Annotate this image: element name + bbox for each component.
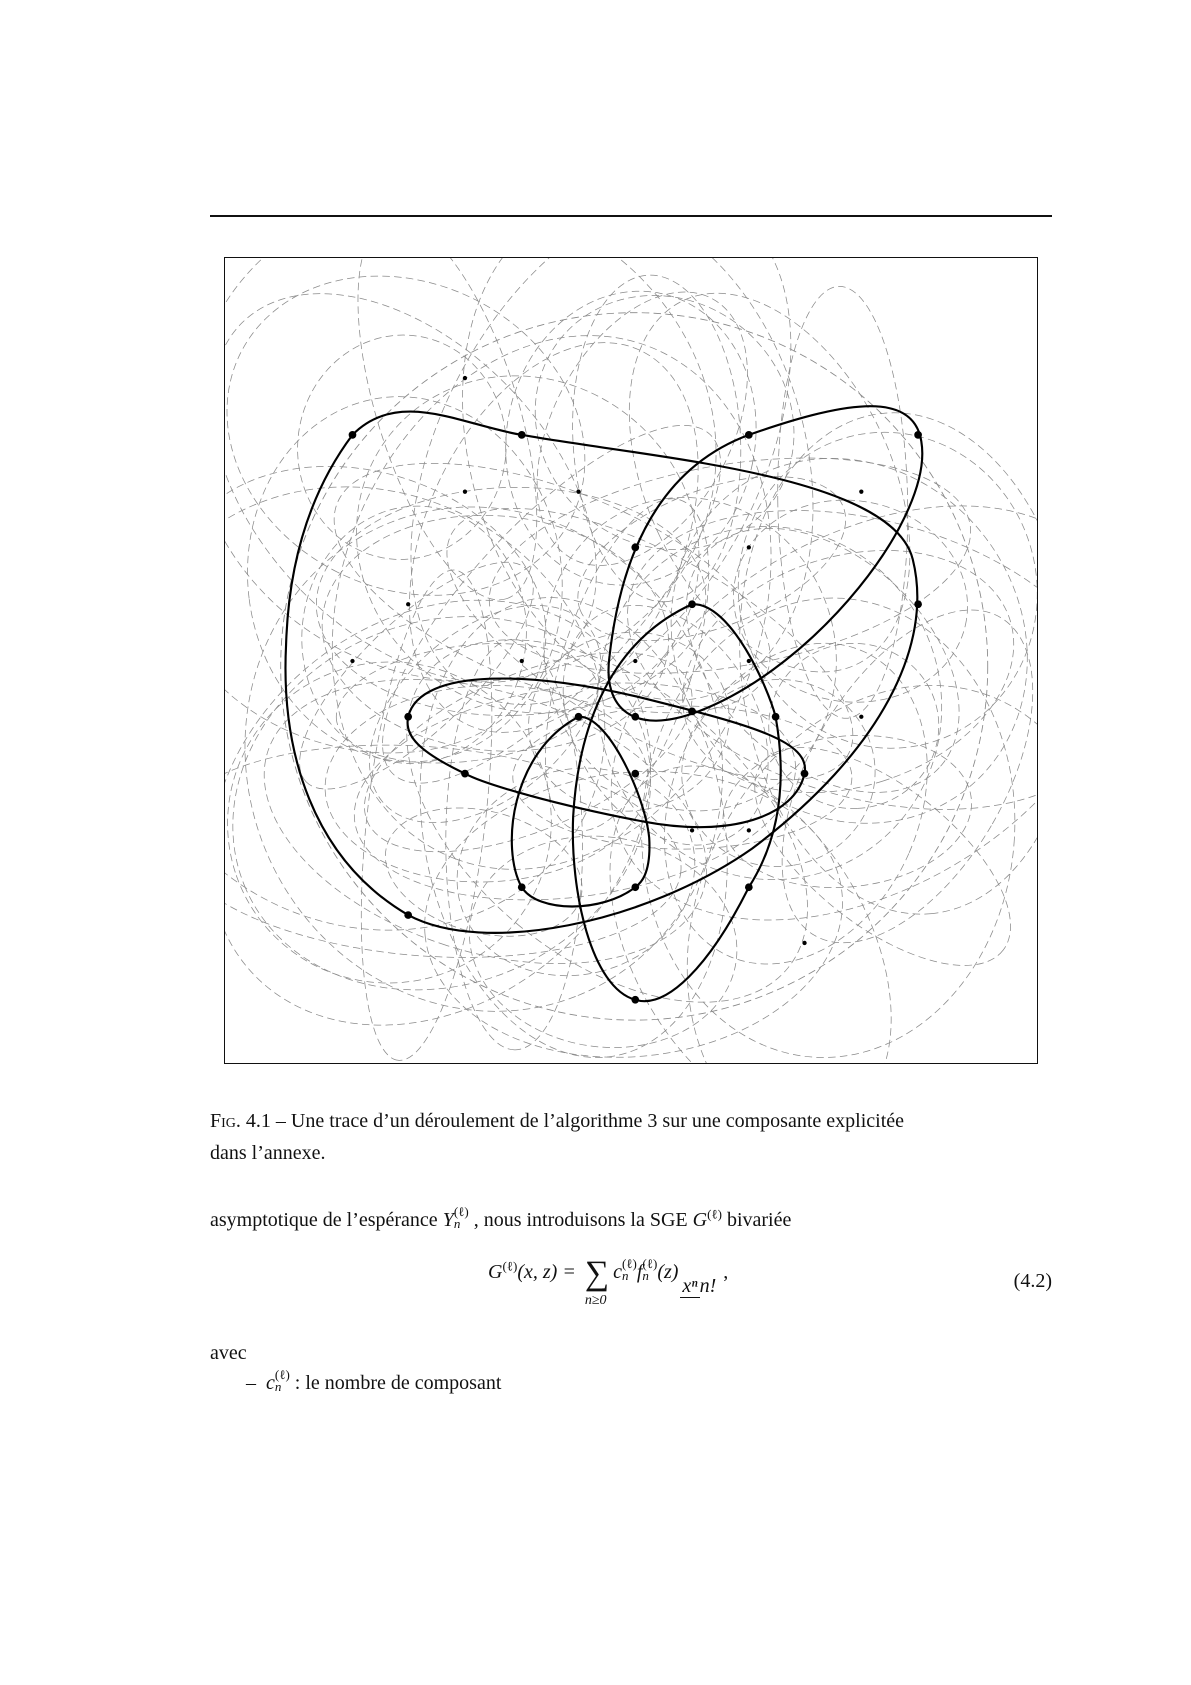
dashed-edge	[301, 412, 803, 764]
graph-node	[518, 431, 526, 439]
dashed-edge	[711, 406, 1037, 774]
dashed-edge	[227, 378, 583, 780]
dashed-edge	[314, 483, 709, 721]
eq-sub: n	[642, 1268, 649, 1283]
dashed-edge	[494, 258, 791, 601]
dashed-edge	[258, 272, 845, 933]
graph-node	[688, 708, 696, 716]
sum-glyph: ∑	[584, 1255, 610, 1292]
graph-node	[914, 431, 922, 439]
dashed-edge	[288, 326, 516, 569]
dashed-edge	[408, 455, 892, 834]
graph-node-small	[859, 490, 863, 494]
caption-label: Fig. 4.1	[210, 1110, 271, 1132]
sum-index: n≥0	[584, 1293, 607, 1308]
graph-node	[404, 911, 412, 919]
graph-node	[801, 770, 809, 778]
dashed-edge	[225, 436, 796, 1063]
caption-line2: dans l’annexe.	[210, 1142, 326, 1164]
graph-figure	[225, 258, 1037, 1063]
body-paragraph	[210, 1206, 791, 1232]
eq-args: (x, z) =	[517, 1261, 576, 1283]
eq-sub: n	[621, 1268, 629, 1283]
avec-label: avec	[210, 1342, 247, 1364]
math-G: G	[692, 1209, 708, 1231]
graph-node	[349, 431, 357, 439]
eq-sup: (ℓ)	[642, 1256, 658, 1271]
dashed-edge	[225, 552, 710, 1054]
graph-node	[745, 431, 753, 439]
dashed-edge	[668, 666, 888, 881]
math-sub: n	[453, 1216, 461, 1231]
graph-node-small	[690, 828, 694, 832]
graph-node-small	[747, 828, 751, 832]
bold-cycle	[609, 406, 923, 720]
graph-node	[631, 544, 639, 552]
math-c: c	[266, 1372, 275, 1394]
dashed-edge	[225, 407, 680, 1009]
fraction	[680, 1275, 716, 1298]
graph-node	[575, 713, 583, 721]
math-sub: n	[274, 1379, 282, 1394]
graph-node	[631, 996, 639, 1004]
bullet-text: : le nombre de composant	[289, 1372, 502, 1394]
graph-node	[688, 600, 696, 608]
dashed-edge	[730, 568, 1037, 984]
dashed-edge	[312, 501, 678, 765]
graph-node-small	[520, 659, 524, 663]
eq-c: c	[613, 1261, 622, 1283]
bold-cycle	[573, 604, 781, 1001]
dashed-edge	[333, 258, 869, 767]
graph-node-small	[463, 376, 467, 380]
dashed-edge	[337, 611, 720, 893]
eq-sup: (ℓ)	[621, 1256, 637, 1271]
graph-node-small	[747, 659, 751, 663]
dashed-edge	[281, 313, 988, 1020]
graph-node	[404, 713, 412, 721]
frac-den: n!	[699, 1275, 717, 1297]
graph-node	[631, 713, 639, 721]
graph-node	[461, 770, 469, 778]
equation-number: (4.2)	[1013, 1270, 1052, 1292]
eq-f: f	[636, 1261, 643, 1283]
dashed-edge	[651, 510, 1037, 832]
graph-node-small	[463, 490, 467, 494]
dashed-edge	[329, 563, 642, 866]
graph-node-small	[747, 545, 751, 549]
dashed-edge	[445, 639, 584, 1050]
graph-node	[745, 883, 753, 891]
text: bivariée	[721, 1209, 792, 1231]
sum-symbol	[584, 1255, 610, 1308]
dashed-edge	[538, 420, 1037, 1005]
bullet-item	[246, 1369, 501, 1395]
dashed-edge	[225, 727, 689, 975]
dashed-edge	[774, 285, 911, 719]
figure-frame	[224, 257, 1038, 1064]
graph-node-small	[859, 715, 863, 719]
dashed-edge	[514, 616, 744, 827]
eq-trail: ,	[718, 1261, 729, 1283]
math-sup: (ℓ)	[274, 1367, 290, 1382]
figure-caption	[210, 1109, 904, 1133]
graph-node-small	[576, 490, 580, 494]
equation-4-2	[488, 1255, 729, 1308]
caption-text: – Une trace d’un déroulement de l’algorithme 3 sur une composante explicitée	[270, 1110, 905, 1132]
header-rule	[210, 215, 1052, 217]
eq-farg: (z)	[657, 1261, 679, 1283]
dashed-edge	[610, 616, 1037, 1063]
bullet-dash: –	[246, 1372, 256, 1394]
math-Y: Y	[442, 1209, 454, 1231]
math-sup: (ℓ)	[707, 1206, 722, 1222]
dashed-edge	[765, 639, 943, 812]
graph-node-small	[350, 659, 354, 663]
graph-node	[518, 883, 526, 891]
graph-node	[914, 600, 922, 608]
eq-sup: (ℓ)	[502, 1258, 518, 1274]
eq-G: G	[488, 1261, 503, 1283]
dashed-edge	[628, 587, 1028, 1063]
frac-num: xⁿ	[682, 1275, 698, 1297]
dashed-edge	[547, 476, 993, 929]
graph-node-small	[406, 602, 410, 606]
graph-node	[772, 713, 780, 721]
bold-cycle	[408, 679, 806, 828]
graph-node	[631, 770, 639, 778]
dashed-edge	[225, 424, 580, 796]
graph-node	[631, 883, 639, 891]
graph-node-small	[633, 659, 637, 663]
text: asymptotique de l’espérance	[210, 1209, 443, 1231]
dashed-edge	[321, 258, 573, 620]
dashed-edge	[598, 386, 1037, 895]
graph-node-small	[802, 941, 806, 945]
dashed-edge	[616, 601, 976, 1005]
math-sup: (ℓ)	[453, 1204, 469, 1219]
dashed-edge	[719, 707, 1037, 1005]
bold-cycle	[512, 717, 650, 907]
text: , nous introduisons la SGE	[468, 1209, 693, 1231]
